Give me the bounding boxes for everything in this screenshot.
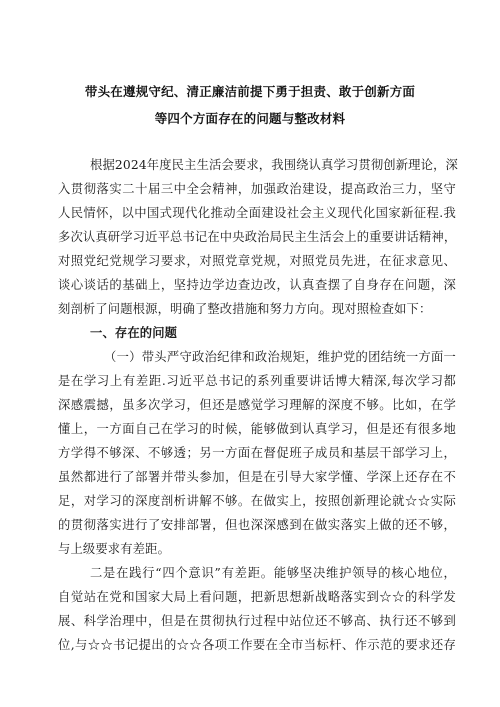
paragraph-line: 深感震撼，虽多次学习，但还是感觉学习理解的深度不够。比如，在学 [58,398,456,412]
paragraph-line: 与上级要求有差距。 [58,542,171,556]
paragraph-line: 的贯彻落实进行了安排部署，但也深深感到在做实落实上做的还不够， [58,518,456,532]
paragraph-line: 足，对学习的深度剖析讲解不够。在做实上，按照创新理论就☆☆实际 [58,494,456,508]
paragraph-line: 位,与☆☆书记提出的☆☆各项工作要在全市当标杆、作示范的要求还存 [58,638,456,652]
paragraph-line: 自觉站在党和国家大局上看问题，把新思想新战略落实到☆☆的科学发 [58,590,456,604]
paragraph-line: 对照党纪党规学习要求，对照党章党规，对照党员先进，在征求意见、 [58,254,456,268]
paragraph-line: 二是在践行“四个意识”有差距。能够坚决维护领导的核心地位， [90,566,456,580]
paragraph-line: 懂上，一方面自己在学习的时候，能够做到认真学习，但是还有很多地 [58,422,456,436]
paragraph-line: 展、科学治理中，但是在贯彻执行过程中站位还不够高、执行还不够到 [58,614,456,628]
document-title-line-1: 带头在遵规守纪、清正廉洁前提下勇于担责、敢于创新方面 [84,84,416,99]
paragraph-line: 入贯彻落实二十届三中全会精神，加强政治建设，提高政治三力，坚守 [58,182,456,196]
paragraph-line: （一）带头严守政治纪律和政治规矩，维护党的团结统一方面一 [104,350,456,364]
paragraph-line: 虽然都进行了部署并带头参加，但是在引导大家学懂、学深上还存在不 [58,470,456,484]
paragraph-line: 方学得不够深、不够透；另一方面在督促班子成员和基层干部学习上， [58,446,456,460]
paragraph-line: 人民情怀，以中国式现代化推动全面建设社会主义现代化国家新征程.我 [58,206,456,220]
paragraph-line: 谈心谈话的基础上，坚持边学边查边改，认真查摆了自身存在问题，深 [58,278,456,292]
paragraph-line: 刻剖析了问题根源，明确了整改措施和努力方向。现对照检查如下： [58,302,432,316]
paragraph-line: 多次认真研学习近平总书记在中央政治局民主生活会上的重要讲话精神， [58,230,457,244]
document-title-line-2: 等四个方面存在的问题与整改材料 [154,111,346,126]
section-heading: 一、存在的问题 [90,326,178,340]
paragraph-line: 根据2024年度民主生活会要求，我围绕认真学习贯彻创新理论，深 [90,158,458,172]
paragraph-line: 是在学习上有差距.习近平总书记的系列重要讲话博大精深,每次学习都 [58,374,456,388]
